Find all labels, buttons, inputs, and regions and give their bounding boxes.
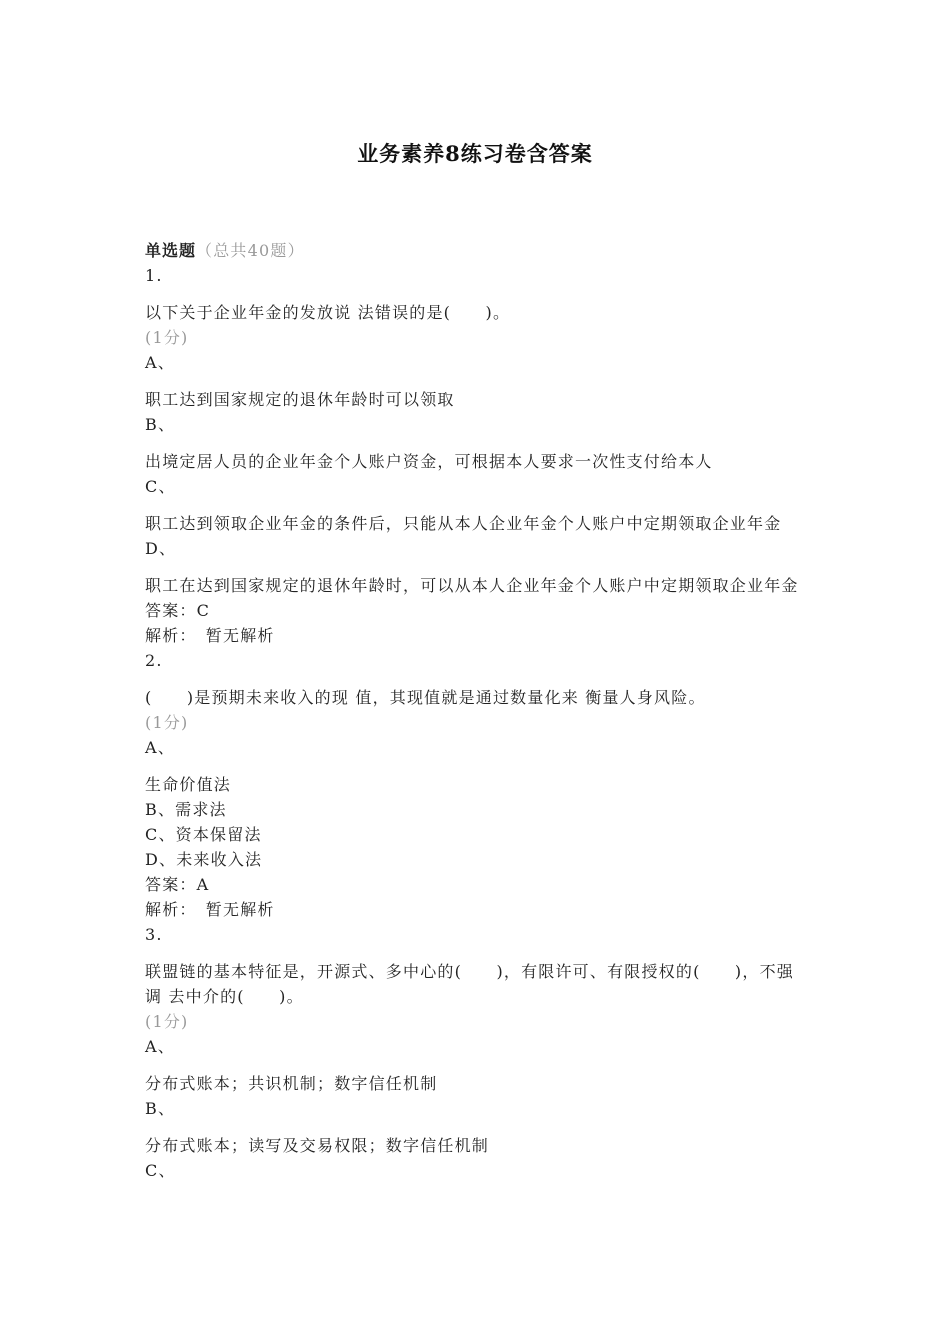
question-number: 2. [145,651,163,670]
option-b: B、需求法 [145,800,227,819]
question-score: (1分) [145,328,189,347]
option-a-label: A、 [145,1037,175,1056]
option-a-text: 职工达到国家规定的退休年龄时可以领取 [145,390,455,409]
section-label: 单选题 [145,241,197,260]
option-b-text: 分布式账本；读写及交易权限；数字信任机制 [145,1136,490,1155]
option-c: C、资本保留法 [145,825,262,844]
option-b-text: 出境定居人员的企业年金个人账户资金，可根据本人要求一次性支付给本人 [145,452,713,471]
option-d-text: 职工在达到国家规定的退休年龄时，可以从本人企业年金个人账户中定期领取企业年金 [145,576,799,595]
question-score: (1分) [145,1012,189,1031]
option-b-label: B、 [145,1099,176,1118]
option-c-label: C、 [145,1161,176,1180]
document-body [145,238,805,1183]
question-stem: 联盟链的基本特征是，开源式、多中心的( )，有限许可、有限授权的( )，不强调 去中介的( )。 [145,962,794,1006]
question-stem: ( )是预期未来收入的现 值，其现值就是通过数量化来 衡量人身风险。 [145,688,706,707]
document-title: 业务素养8练习卷含答案 [357,141,593,166]
option-a-text: 生命价值法 [145,775,232,794]
analysis: 解析： 暂无解析 [145,626,275,645]
question-score: (1分) [145,713,189,732]
option-b-label: B、 [145,415,176,434]
option-c-text: 职工达到领取企业年金的条件后，只能从本人企业年金个人账户中定期领取企业年金 [145,514,782,533]
option-d: D、未来收入法 [145,850,263,869]
answer: 答案：A [145,875,210,894]
question-stem: 以下关于企业年金的发放说 法错误的是( )。 [145,303,511,322]
question-number: 1. [145,266,163,285]
section-heading [145,238,805,263]
option-a-text: 分布式账本；共识机制；数字信任机制 [145,1074,438,1093]
section-count-note: （总共40题） [196,241,305,260]
question-3 [145,922,805,1183]
option-a-label: A、 [145,738,175,757]
analysis: 解析： 暂无解析 [145,900,275,919]
question-1 [145,263,805,648]
option-d-label: D、 [145,539,177,558]
question-2 [145,648,805,922]
answer: 答案：C [145,601,211,620]
option-c-label: C、 [145,477,176,496]
option-a-label: A、 [145,353,175,372]
question-number: 3. [145,925,163,944]
